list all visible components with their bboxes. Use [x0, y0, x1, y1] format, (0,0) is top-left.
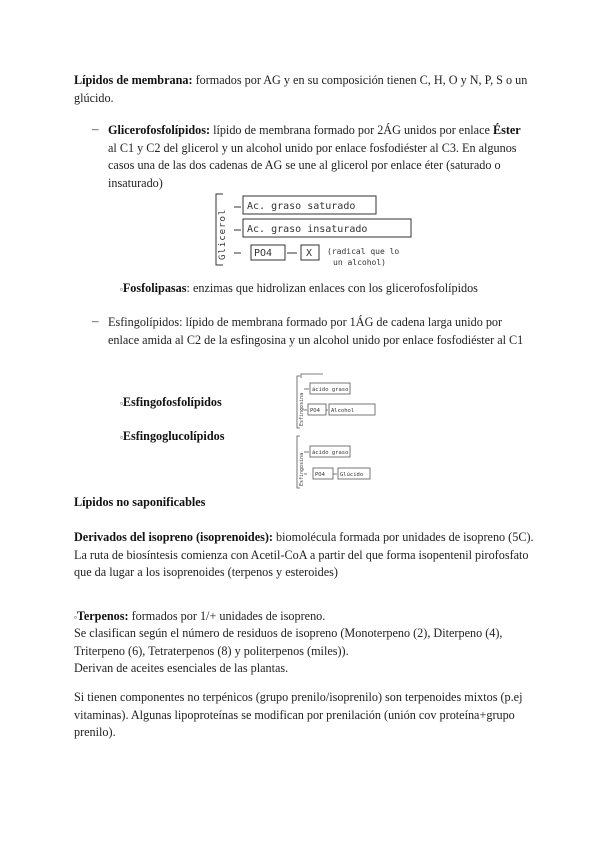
sketch2-row-4: ácido graso: [312, 450, 349, 456]
fosfolipasas-mark: ▫: [120, 285, 123, 294]
esfingosina-sketch: [295, 370, 395, 495]
sketch2-row-3: Alcohol: [331, 408, 355, 414]
sketch-glicerol-label: Glicerol: [218, 208, 228, 260]
glicerol-sketch: [213, 190, 413, 272]
esfingolipidos-text: Esfingolípidos: lípido de membrana formado por 1ÁG de cadena larga unido por enlace amida al C2 de la esfingosina y un alcohol unido por enlace fosfodiéster al C1: [108, 315, 524, 347]
fosfolipasas-heading: Fosfolipasas: [122, 281, 187, 295]
terpenoides-mixtos-paragraph: Si tienen componentes no terpénicos (grupo prenilo/isoprenilo) son terpenoides mixtos (p.ej vitaminas). Algunas lipoproteínas se modifican por prenilación (unión cov proteína+grupo prenilo).: [74, 690, 523, 739]
terpenos-heading: Terpenos:: [76, 609, 129, 623]
terpenos-line-1: ▫Terpenos: formados por 1/+ unidades de isopreno.: [74, 609, 326, 623]
membrane-lipids-heading: Lípidos de membrana:: [74, 73, 193, 87]
fosfolipasas-line: ▫Fosfolipasas: enzimas que hidrolizan enlaces con los glicerofosfolípidos: [120, 281, 478, 295]
sketch2-row-1: ácido graso: [312, 387, 349, 393]
bullet-dash: –: [92, 121, 99, 136]
membrane-lipids-text: formados por AG y en su composición tienen C, H, O y N, P, S o un glúcido.: [74, 73, 528, 105]
glicerofosfolipidos-paragraph: Glicerofosfolípidos: lípido de membrana formado por 2ÁG unidos por enlace Éster al C1 y C2 del glicerol y un alcohol unido por enlace fosfodiéster al C3. En algunos casos una de las dos cadenas de AG se une al glicerol por enlace éter (saturado o insaturado): [108, 123, 521, 190]
esfingolipidos-paragraph: [108, 314, 530, 349]
sketch2-row-6: Glúcido: [340, 472, 364, 478]
sketch2-vertical-1: Esfingosina: [299, 392, 305, 426]
sketch-note-2: un alcohol): [333, 258, 386, 267]
terpenos-line-2: Se clasifican según el número de residuos de isopreno (Monoterpeno (2), Diterpeno (4), Triterpeno (6), Tetraterpenos (8) y politerpenos (miles)).: [74, 626, 503, 658]
sketch2-row-5: PO4: [315, 472, 325, 478]
isoprenoides-paragraph: [74, 529, 536, 582]
sketch-x: X: [306, 248, 313, 259]
esfingofosfolipidos-line: ▫Esfingofosfolípidos: [120, 395, 222, 409]
esfingofosfolipidos-heading: Esfingofosfolípidos: [122, 395, 222, 409]
glicerofosfolipidos-heading: Glicerofosfolípidos:: [108, 123, 211, 137]
esfingoglucolipidos-heading: Esfingoglucolípidos: [122, 429, 225, 443]
isoprenoides-heading: Derivados del isopreno (isoprenoides):: [74, 530, 273, 544]
sketch-row-saturado: Ac. graso saturado: [247, 201, 356, 212]
no-saponificables-heading: Lípidos no saponificables: [74, 495, 206, 509]
esfingoglucolipidos-line: ▫Esfingoglucolípidos: [120, 429, 225, 443]
sketch-row-insaturado: Ac. graso insaturado: [247, 224, 368, 235]
bullet-dash-2: –: [92, 313, 99, 328]
terpenos-line-3: Derivan de aceites esenciales de las plantas.: [74, 661, 289, 675]
isoprenoides-text: biomolécula formada por unidades de isopreno (5C). La ruta de biosíntesis comienza con Acetil-CoA a partir del que forma isopentenil pirofosfato que da lugar a los isoprenoides (terpenos y esteroides): [74, 530, 534, 579]
sketch2-row-2: PO4: [310, 408, 320, 414]
ester-term: Éster: [492, 123, 521, 137]
membrane-lipids-paragraph: [74, 72, 534, 107]
sketch2-vertical-2: Esfingosina: [299, 452, 305, 486]
sketch-po4: PO4: [254, 248, 273, 259]
sketch-note-1: (radical que lo: [327, 247, 400, 256]
